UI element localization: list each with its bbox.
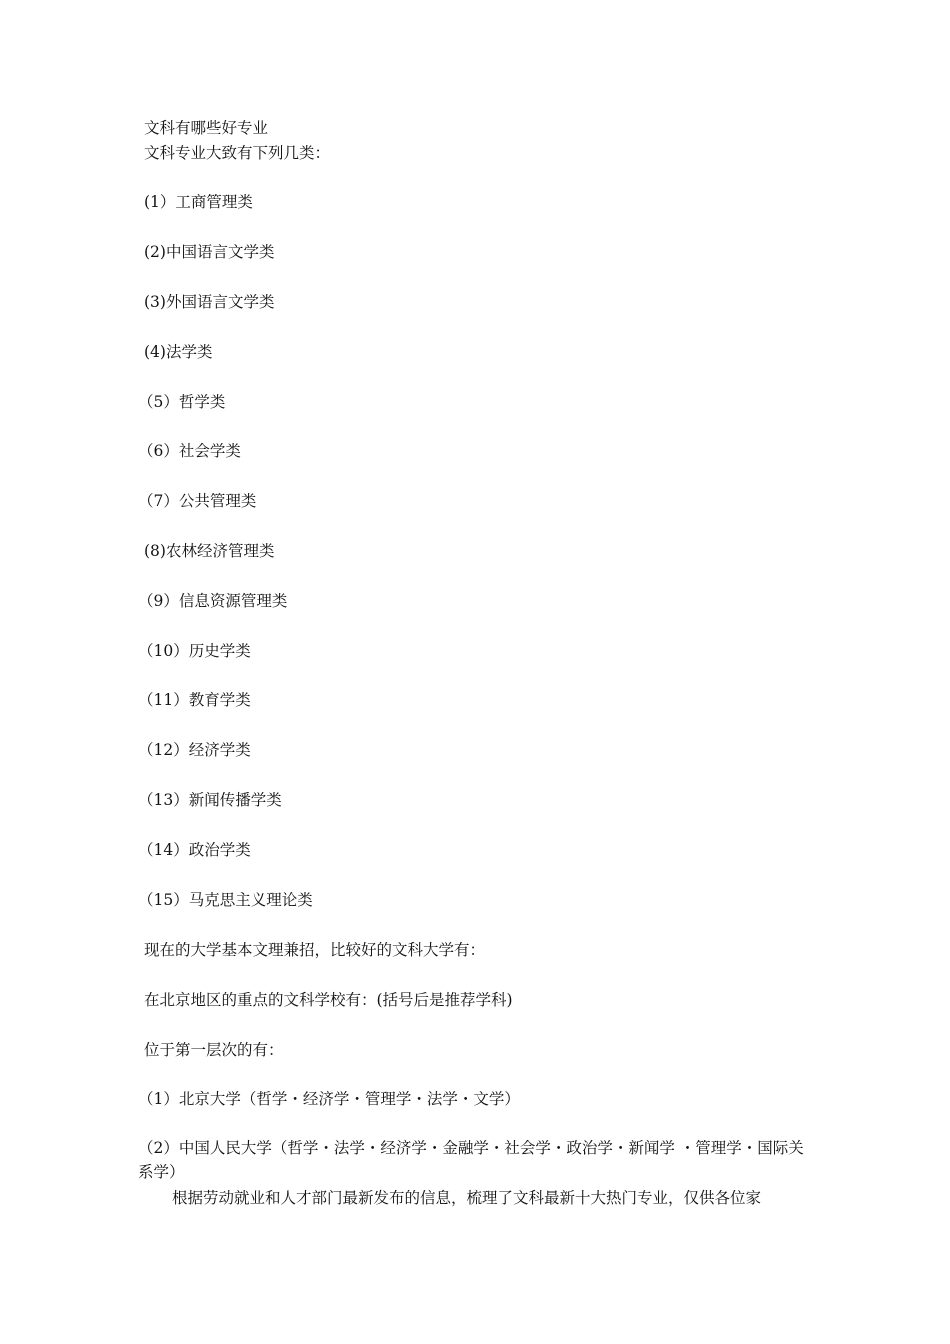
intro-text: 文科专业大致有下列几类： bbox=[144, 144, 331, 162]
category-item: (8)农林经济管理类 bbox=[144, 542, 275, 560]
school-item: （1）北京大学（哲学・经济学・管理学・法学・文学） bbox=[138, 1090, 520, 1108]
paragraph-schools-intro: 现在的大学基本文理兼招，比较好的文科大学有： bbox=[144, 941, 486, 959]
school-item: （2）中国人民大学（哲学・法学・经济学・金融学・社会学・政治学・新闻学 ・管理学・国际关系学） bbox=[138, 1139, 804, 1181]
category-item: （10）历史学类 bbox=[138, 642, 251, 660]
category-item: （14）政治学类 bbox=[138, 841, 251, 859]
paragraph-hot-majors: 根据劳动就业和人才部门最新发布的信息，梳理了文科最新十大热门专业，仅供各位家 bbox=[172, 1189, 762, 1207]
category-item: （15）马克思主义理论类 bbox=[138, 891, 313, 909]
category-item: （6）社会学类 bbox=[138, 442, 241, 460]
category-item: （5）哲学类 bbox=[138, 393, 226, 411]
category-item: （11）教育学类 bbox=[138, 691, 251, 709]
category-item: （7）公共管理类 bbox=[138, 492, 257, 510]
category-item: (4)法学类 bbox=[144, 343, 213, 361]
paragraph-beijing-schools: 在北京地区的重点的文科学校有：(括号后是推荐学科) bbox=[144, 991, 513, 1009]
category-item: （13）新闻传播学类 bbox=[138, 791, 282, 809]
category-item: （12）经济学类 bbox=[138, 741, 251, 759]
paragraph-first-tier: 位于第一层次的有： bbox=[144, 1041, 284, 1059]
category-item: （9）信息资源管理类 bbox=[138, 592, 288, 610]
category-item: (3)外国语言文学类 bbox=[144, 293, 275, 311]
category-item: (1）工商管理类 bbox=[144, 193, 253, 211]
document-title: 文科有哪些好专业 bbox=[144, 119, 269, 137]
category-item: (2)中国语言文学类 bbox=[144, 243, 275, 261]
